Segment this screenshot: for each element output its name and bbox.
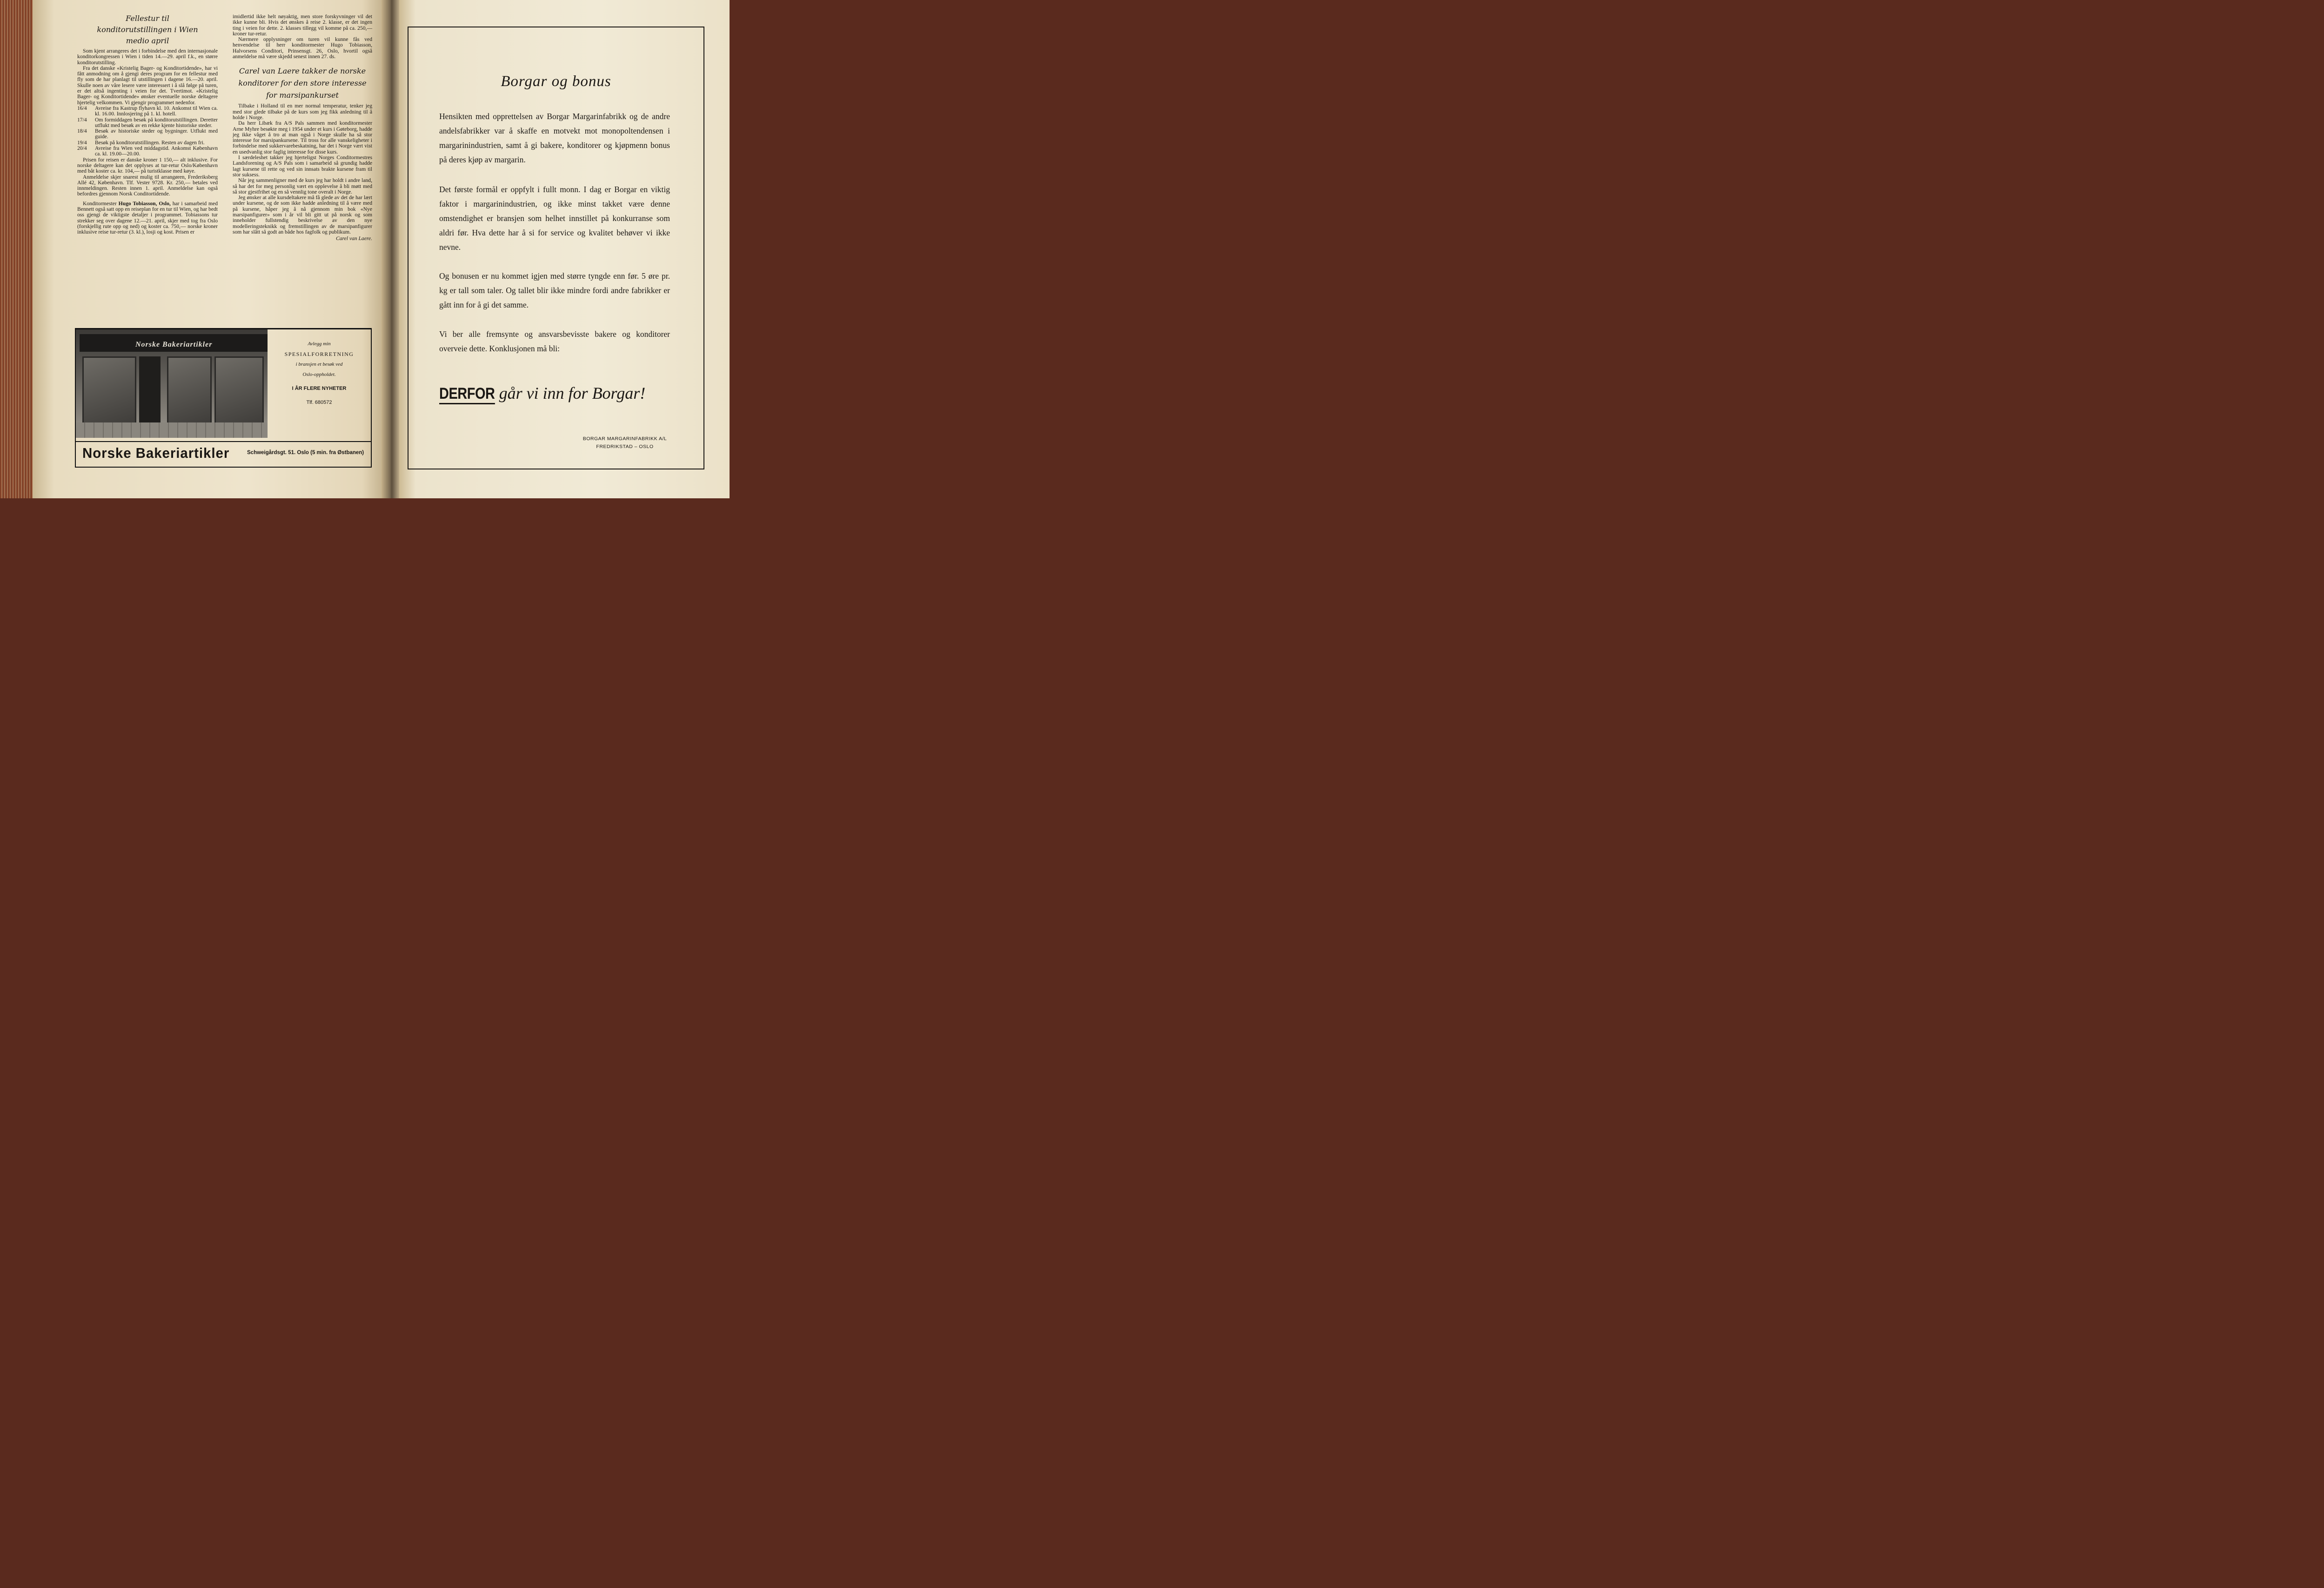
- slogan-derfor: DERFOR: [439, 385, 495, 404]
- paragraph: Fra det danske «Kristelig Bager- og Konditortidende», har vi fått anmodning om å gjengi deres program for en fellestur med fly som de har planlagt til utstillingen i dagene 16.—20. april. Skulle noen av våre lesere være interessert i å slå følge på turen, er det altså ingenting i veien for det. Tvertimot. «Kristelig Bager- og Konditortidende» ønsker eventuelle norske deltagere hjertelig velkommen. Vi gjengir programmet nedenfor.: [77, 65, 218, 106]
- paragraph-text: Vi ber alle fremsynte og ansvarsbevisste bakere og konditorer overveie dette. Konklusjonen må bli:: [439, 329, 670, 353]
- schedule-text: Besøk av historiske steder og bygninger. Utflukt med guide.: [95, 128, 218, 140]
- ad-address: Schweigårdsgt. 51. Oslo (5 min. fra Østbanen): [247, 450, 364, 456]
- book-gutter: [382, 0, 400, 498]
- article-heading-laere: Carel van Laere takker de norske konditorer for den store interesse for marsipankurset: [238, 67, 367, 100]
- paragraph-tobiasson: [77, 201, 218, 235]
- ad-paragraph: [439, 269, 670, 312]
- person-name: Hugo Tobiasson, Oslo,: [118, 200, 171, 207]
- ad-line: SPESIALFORRETNING: [284, 351, 354, 357]
- paragraph: Som kjent arrangeres det i forbindelse med den internasjonale konditorkongressen i Wien i tiden 14.—29. april f.k., en større konditorutstilling.: [77, 48, 218, 66]
- ad-phone: Tlf. 680572: [306, 400, 332, 405]
- shop-sign-text: Norske Bakeriartikler: [135, 341, 213, 348]
- shop-sign: [80, 334, 268, 352]
- column-2: [233, 14, 372, 242]
- paragraph: Prisen for reisen er danske kroner 1 150,— alt inklusive. For norske deltagere kan det opplyses at tur-retur Oslo/København med båt koster ca. kr. 104,— på turistklasse med køye.: [77, 156, 218, 174]
- advertisement-norske-bakeriartikler: [75, 328, 372, 468]
- schedule-date: 17/4: [77, 116, 87, 123]
- paragraph: Jeg ønsker at alle kursdeltakere må få glede av det de har lært under kursene, og de som ikke hadde anledning til å være med på kursene, håper jeg å nå gjennom min bok «Nye marsipanfigurer» som i år vil bli gitt ut på norsk og som inneholder fullstendig beskrivelse av den nye modelleringsteknikk og fremstillingen av de marsipanfigurer som har slått så godt an både hos fagfolk og publikum.: [233, 194, 372, 235]
- ad-footer: [76, 441, 371, 465]
- ad-company-name: Norske Bakeriartikler: [82, 445, 230, 461]
- ad-line: Oslo-oppholdet.: [302, 372, 336, 377]
- schedule-row: [77, 146, 218, 157]
- schedule-date: 16/4: [77, 105, 87, 111]
- paragraph: I særdeleshet takker jeg hjerteligst Norges Conditormestres Landsforening og A/S Pals som i samarbeid så grundig hadde lagt kursene til rette og ved sin innsats brakte kursene fram til stor suksess.: [233, 154, 372, 178]
- article-heading-wien: Fellestur til konditorutstillingen i Wien medio april: [97, 14, 198, 45]
- paragraph: imidlertid ikke helt nøyaktig, men store forskyvninger vil det ikke kunne bli. Hvis det ønskes å reise 2. klasse, er det ingen ting i veien for dette. 2. klasses tillegg vil komme på ca. 250,— kroner tur-retur.: [233, 13, 372, 37]
- shopfront-photo: [76, 329, 268, 438]
- company-footer: [562, 435, 688, 451]
- company-location: FREDRIKSTAD – OSLO: [596, 444, 654, 449]
- ad-paragraph: [439, 182, 670, 255]
- ad-line: i bransjen et besøk ved: [295, 362, 343, 367]
- ad-paragraph: [439, 327, 670, 356]
- shop-door: [139, 356, 161, 422]
- ad-paragraph: [439, 109, 670, 167]
- page-edges: [0, 0, 33, 498]
- text-run: Konditormester: [83, 200, 119, 207]
- ad-line: Avlegg min: [308, 341, 331, 347]
- paragraph-text: Hensikten med opprettelsen av Borgar Margarinfabrikk og de andre andelsfabrikker var å skaffe en motvekt mot monopoltendensen i margarinindustrien, samt å gi bakere, konditorer og kjøpmenn bonus på deres kjøp av margarin.: [439, 112, 670, 164]
- ad-title: Borgar og bonus: [501, 73, 611, 90]
- schedule-row: [77, 128, 218, 140]
- company-name: BORGAR MARGARINFABRIKK A/L: [583, 436, 667, 442]
- text-run: har i samarbeid med Bennett også satt opp en reiseplan for en tur til Wien, og har bedt oss gjengi de viktigste detaljer i programmet. Tobiassons tur strekker seg over dagene 12.—21. april, skjer med tog fra Oslo (forskjellig rute opp og ned) og koster ca. 750,— norske kroner inklusive reise tur-retur (3. kl.), losji og kost. Prisen er: [77, 200, 218, 235]
- slogan-rest: går vi inn for Borgar!: [499, 384, 646, 402]
- paragraph: Nærmere opplysninger om turen vil kunne fås ved henvendelse til herr konditormester Hugo Tobiasson, Halvorsens Conditori, Prinsensgt. 26, Oslo, hvortil også anmeldelse må være skjedd senest innen 27. ds.: [233, 36, 372, 60]
- schedule-text: Avreise fra Kastrup flyhavn kl. 10. Ankomst til Wien ca. kl. 16.00. Innlosjering på 1. kl. hotell.: [95, 105, 218, 117]
- signature: Carel van Laere.: [335, 235, 372, 242]
- slogan: [439, 383, 645, 404]
- paragraph-text: Det første formål er oppfylt i fullt monn. I dag er Borgar en viktig faktor i margarinindustrien, og ikke minst takket være denne omstendighet er bransjen som helhet innstillet på konkurranse som aldri før. Hva dette har å si for service og kvalitet behøver vi ikke nevne.: [439, 185, 670, 252]
- ad-text-block: [268, 339, 371, 408]
- schedule-text: Avreise fra Wien ved middagstid. Ankomst København ca. kl. 19.00—20.00.: [95, 145, 218, 157]
- schedule: [77, 106, 218, 157]
- paragraph: Tilbake i Holland til en mer normal temperatur, tenker jeg med stor glede tilbake på de kurs som jeg fikk anledning til å holde i Norge.: [233, 103, 372, 121]
- schedule-date: 19/4: [77, 139, 87, 146]
- shop-window: [214, 356, 264, 424]
- schedule-date: 18/4: [77, 128, 87, 134]
- schedule-text: Besøk på konditorutstillingen. Resten av dagen fri.: [95, 139, 205, 146]
- schedule-row: [77, 117, 218, 129]
- borgar-advertisement: [408, 27, 704, 469]
- column-1: [77, 13, 218, 235]
- paragraph: Da herr Libæk fra A/S Pals sammen med konditormester Arne Myhre besøkte meg i 1954 under et kurs i Gøteborg, hadde jeg ikke våget å tro at man også i Norge skulle ha så stor interesse for marsipankursene. Til tross for alle vanskeligheter i forbindelse med sukkervarebeskatning, har det i Norge vært vist en usedvanlig stor faglig interesse for disse kurs.: [233, 120, 372, 155]
- paragraph: Når jeg sammenligner med de kurs jeg har holdt i andre land, så har det for meg personlig vært en opplevelse å bli møtt med så stor gjestfrihet og en så vennlig tone overalt i Norge.: [233, 177, 372, 195]
- paragraph: Anmeldelse skjer snarest mulig til arrangøren, Frederiksberg Allé 42, København. Tlf. Vester 9728. Kr. 250,— betales ved innmeldingen. Resten innen 1. april. Anmeldelse kan også befordres gjennom Norsk Conditortidende.: [77, 174, 218, 197]
- schedule-row: [77, 106, 218, 117]
- ad-line: I ÅR FLERE NYHETER: [292, 386, 347, 391]
- pavement: [76, 422, 268, 438]
- schedule-date: 20/4: [77, 145, 87, 152]
- schedule-text: Om formiddagen besøk på konditorutstillingen. Deretter utflukt med besøk av en rekke kjente historiske steder.: [95, 116, 218, 128]
- shop-window: [82, 356, 136, 424]
- paragraph-text: Og bonusen er nu kommet igjen med større tyngde enn før. 5 øre pr. kg er tall som taler. Og tallet blir ikke mindre fordi andre fabrikker er gått inn for å gi det samme.: [439, 271, 670, 309]
- shop-window: [167, 356, 212, 424]
- book-spread: [0, 0, 730, 498]
